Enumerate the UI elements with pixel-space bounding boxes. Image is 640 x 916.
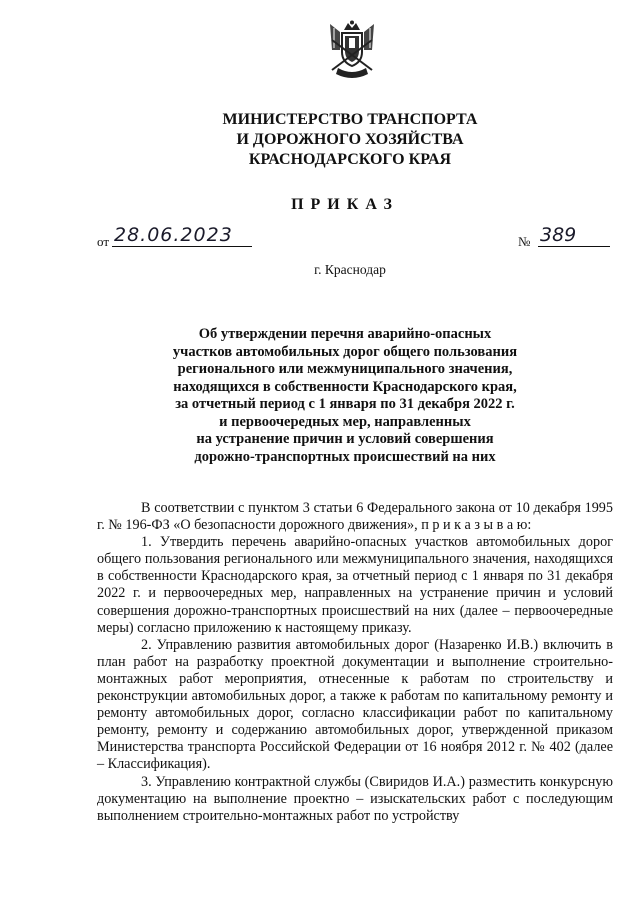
number-prefix: № — [518, 234, 531, 249]
order-body — [97, 500, 613, 825]
number-underline — [538, 246, 610, 247]
subject-line: участков автомобильных дорог общего пользования — [172, 343, 518, 360]
body-paragraph: 1. Утвердить перечень аварийно-опасных участков автомобильных дорог общего пользования регионального или межмуниципального значения, находящихся в собственности Краснодарского края, за отчетный период с 1 января по 31 декабря 2022 г. и первоочередных мер, направленных на устранение причин и условий совершения дорожно-транспортных происшествий на них (далее – первоочередные меры) согласно приложению к настоящему приказу. — [97, 534, 613, 636]
date-prefix: от — [97, 234, 110, 249]
subject-line: регионального или межмуниципального значения, — [177, 361, 513, 377]
ministry-name-line: И ДОРОЖНОГО ХОЗЯЙСТВА — [236, 131, 464, 148]
city: г. Краснодар — [314, 262, 386, 277]
subject-line: и первоочередных мер, направленных — [219, 413, 471, 430]
subject-line: Об утверждении перечня аварийно-опасных — [198, 326, 492, 342]
subject-line: находящихся в собственности Краснодарского края, — [173, 378, 517, 395]
handwritten-date: 28.06.2023 — [114, 224, 233, 246]
krasnodar-coat-of-arms-icon — [326, 20, 378, 82]
ministry-name — [140, 110, 560, 170]
ministry-name-line: КРАСНОДАРСКОГО КРАЯ — [248, 151, 452, 168]
handwritten-number: 389 — [540, 224, 577, 246]
subject-line: за отчетный период с 1 января по 31 декабря 2022 г. — [175, 396, 515, 412]
order-subject — [160, 326, 530, 466]
body-paragraph: 3. Управлению контрактной службы (Свиридов И.А.) разместить конкурсную документацию на выполнение проектно – изыскательских работ с последующим выполнением строительно-монтажных работ по устройству — [97, 773, 613, 824]
body-paragraph: В соответствии с пунктом 3 статьи 6 Федерального закона от 10 декабря 1995 г. № 196-ФЗ «О безопасности дорожного движения», п р и к а з ы в а ю: — [97, 500, 613, 534]
body-paragraph: 2. Управлению развития автомобильных дорог (Назаренко И.В.) включить в план работ на разработку проектной документации и выполнение строительно-монтажных работ мероприятия, отнесенные к работам по строительству и реконструкции автомобильных дорог, а также к работам по капитальному ремонту и ремонту автомобильных дорог, согласно классификации работ по капитальному ремонту, ремонту и содержанию автомобильных дорог, утвержденной приказом Министерства транспорта Российской Федерации от 16 ноября 2012 г. № 402 (далее – Классификация). — [97, 636, 613, 773]
order-date-number-row — [0, 224, 640, 252]
subject-line: дорожно-транспортных происшествий на них — [194, 448, 496, 465]
order-title: ПРИКАЗ — [291, 196, 399, 213]
date-underline — [112, 246, 252, 247]
ministry-name-line: МИНИСТЕРСТВО ТРАНСПОРТА — [222, 111, 478, 128]
subject-line: на устранение причин и условий совершения — [196, 431, 494, 447]
